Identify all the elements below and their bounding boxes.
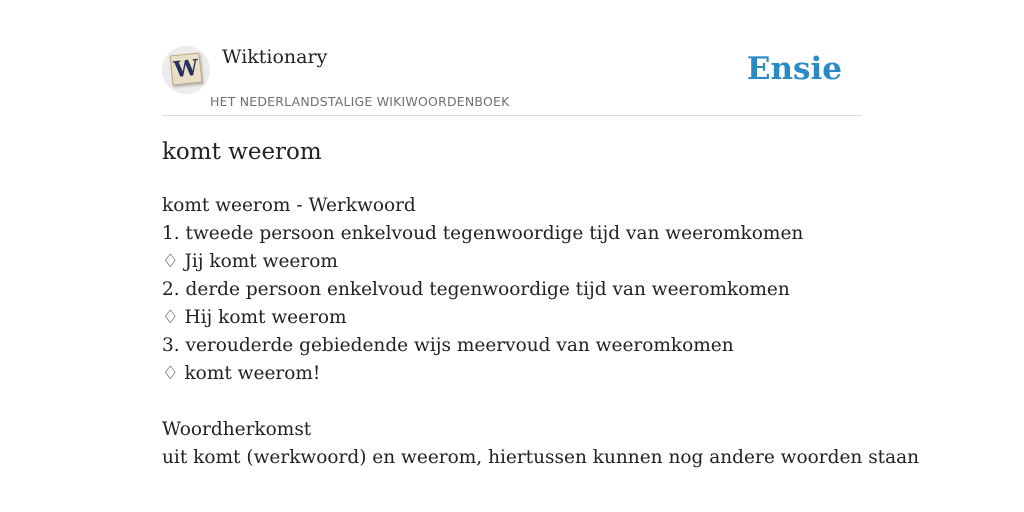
site-name[interactable]: Wiktionary	[222, 46, 328, 68]
logo-tile: W	[170, 53, 203, 86]
wiktionary-logo-icon[interactable]	[162, 46, 210, 94]
example-3: ♢ komt weerom!	[162, 363, 321, 384]
etymology-text: uit komt (werkwoord) en weerom, hiertussen kunnen nog andere woorden staan	[162, 447, 920, 468]
etymology-heading: Woordherkomst	[162, 419, 312, 440]
entry-heading: komt weerom - Werkwoord	[162, 195, 416, 216]
page-title: komt weerom	[162, 139, 322, 165]
site-header	[162, 0, 862, 116]
example-2: ♢ Hij komt weerom	[162, 307, 347, 328]
definition-1: 1. tweede persoon enkelvoud tegenwoordige tijd van weeromkomen	[162, 223, 804, 244]
example-1: ♢ Jij komt weerom	[162, 251, 338, 272]
ensie-brand-link[interactable]: Ensie	[746, 51, 842, 87]
site-tagline: HET NEDERLANDSTALIGE WIKIWOORDENBOEK	[210, 94, 510, 109]
definition-2: 2. derde persoon enkelvoud tegenwoordige tijd van weeromkomen	[162, 279, 790, 300]
spacer	[162, 388, 919, 416]
entry-body	[162, 192, 919, 472]
definition-3: 3. verouderde gebiedende wijs meervoud van weeromkomen	[162, 335, 734, 356]
page-container	[162, 0, 920, 468]
